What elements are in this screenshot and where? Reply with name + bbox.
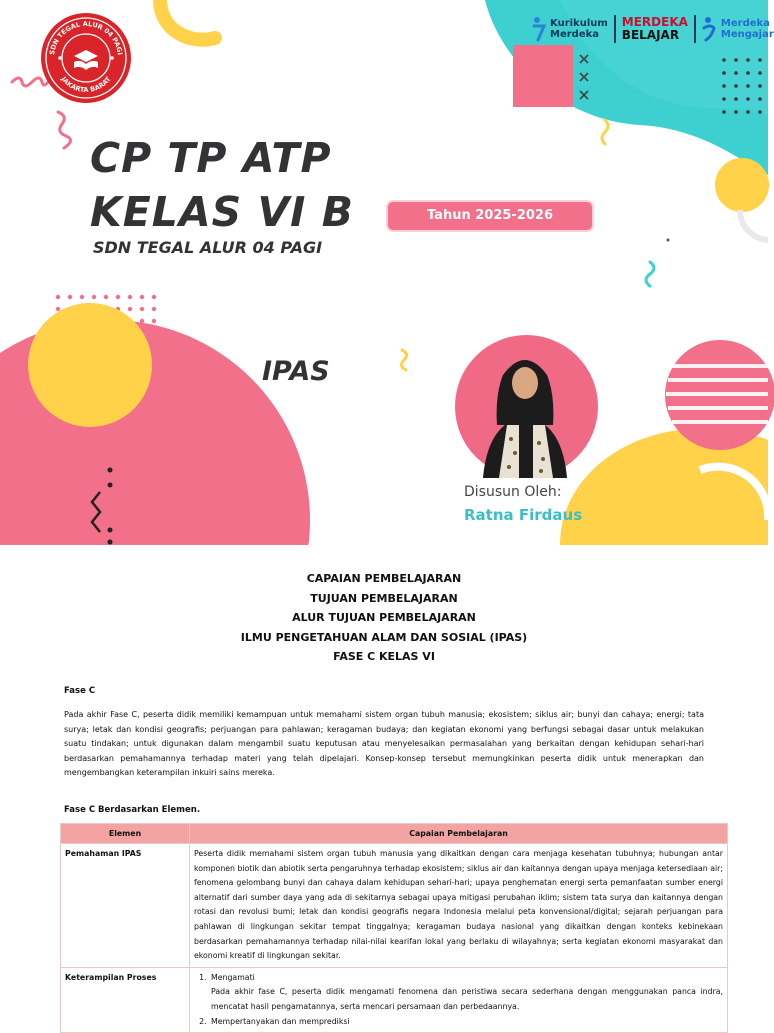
brand-mengajar-2: Mengajar [720, 29, 774, 40]
brand-merdeka-1: MERDEKA [621, 15, 688, 29]
document-headings [0, 569, 768, 667]
kurikulum-merdeka-logo [532, 16, 608, 42]
col-header-cp: Capaian Pembelajaran [190, 824, 728, 844]
brand-divider-2 [694, 15, 696, 43]
fase-paragraph: Pada akhir Fase C, peserta didik memiliki kemampuan untuk memahami sistem organ tubuh manusia; ekosistem; siklus air; bunyi dan cahaya; energi; tata surya; letak dan kondisi geografis; perjuangan para pahlawan; keragaman budaya; dan kegiatan ekonomi yang berfungsi sebagai dasar untuk melakukan suatu tindakan; untuk digunakan dalam mengambil suatu keputusan atau menyelesaikan permasalahan yang berkaitan dengan kehidupan sehari-hari berdasarkan pemahamannya terhadap materi yang telah dipelajari. Konsep-konsep tersebut memungkinkan peserta didik untuk menerapkan dan mengembangkan keterampilan inkuiri sains mereka. [64, 710, 704, 777]
merdeka-mengajar-icon [702, 16, 718, 42]
table-row [61, 844, 728, 968]
list-item [209, 1015, 723, 1030]
brand-mengajar-1: Merdeka [720, 18, 770, 29]
list-item [209, 971, 723, 1015]
keterampilan-list [194, 971, 723, 1029]
brand-kurikulum-2: Merdeka [550, 29, 600, 40]
heading-tujuan: TUJUAN PEMBELAJARAN [310, 591, 458, 605]
row-element-keterampilan: Keterampilan Proses [61, 967, 190, 1032]
author-photo [455, 335, 598, 478]
brand-merdeka-2: BELAJAR [621, 28, 680, 42]
cover-school-name: SDN TEGAL ALUR 04 PAGI [93, 238, 323, 257]
heading-fase: FASE C KELAS VI [333, 650, 435, 663]
cp-table [60, 823, 728, 1033]
logo-text-bottom: JAKARTA BARAT [59, 75, 113, 95]
brand-kurikulum-1: Kurikulum [550, 18, 608, 29]
year-badge: Tahun 2025-2026 [388, 202, 592, 230]
row-cp-keterampilan [190, 967, 728, 1032]
cover-title-line1: CP TP ATP [90, 134, 332, 182]
heading-alur: ALUR TUJUAN PEMBELAJARAN [292, 611, 476, 624]
heading-capaian: CAPAIAN PEMBELAJARAN [306, 572, 462, 585]
table-header-row [61, 824, 728, 844]
row-element-pemahaman: Pemahaman IPAS [61, 844, 190, 968]
cover-subject: IPAS [262, 356, 330, 387]
logo-text-top: SDN TEGAL ALUR 04 PAGI [48, 19, 124, 56]
list-item-title: Mempertanyakan dan memprediksi [211, 1016, 350, 1026]
school-logo [40, 12, 132, 104]
row-cp-pemahaman: Peserta didik memahami sistem organ tubuh manusia yang dikaitkan dengan cara menjaga kesehatan tubuhnya; hubungan antar komponen biotik dan abiotik serta pengaruhnya terhadap ekosistem; siklus air dan kaitannya dengan upaya menjaga ketersediaan air; fenomena gelombang bunyi dan cahaya dalam kehidupan sehari-hari; upaya penghematan energi serta pemanfaatan sumber energi alternatif dari sumber daya yang ada di sekitarnya sebagai upaya mitigasi perubahan iklim; sistem tata surya dan kaitannya dengan rotasi dan revolusi bumi; letak dan kondisi geografis negara Indonesia melalui peta konvensional/digital; sejarah perjuangan para pahlawan di lingkungan sekitar tempat tinggalnya; keragaman budaya nasional yang dikaitkan dengan konteks kebinekaan berdasarkan pemahamannya terhadap nilai-nilai kearifan lokal yang berlaku di wilayahnya; serta kegiatan ekonomi masyarakat dan ekonomi kreatif di lingkungan sekitar. [190, 844, 728, 968]
kurikulum-merdeka-icon [532, 16, 546, 42]
elemen-label: Fase C Berdasarkan Elemen. [64, 805, 201, 815]
author-name: Ratna Firdaus [464, 506, 583, 524]
compiled-by-label: Disusun Oleh: [464, 484, 562, 500]
author-portrait-icon [455, 335, 598, 478]
list-item-text: Pada akhir fase C, peserta didik mengamati fenomena dan peristiwa secara sederhana dengan menggunakan panca indra, mencatat hasil pengamatannya, serta mencari persamaan dan perbedaannya. [211, 987, 723, 1011]
fase-label: Fase C [64, 686, 96, 696]
merdeka-mengajar-logo [702, 16, 774, 42]
cover-title-line2: KELAS VI B [90, 188, 354, 236]
heading-subject: ILMU PENGETAHUAN ALAM DAN SOSIAL (IPAS) [240, 630, 528, 644]
brand-logos [532, 12, 774, 46]
brand-divider [614, 15, 616, 43]
table-row [61, 967, 728, 1032]
col-header-element: Elemen [61, 824, 190, 844]
list-item-title: Mengamati [211, 972, 255, 982]
document-page [0, 545, 768, 1024]
merdeka-belajar-logo [622, 16, 688, 42]
